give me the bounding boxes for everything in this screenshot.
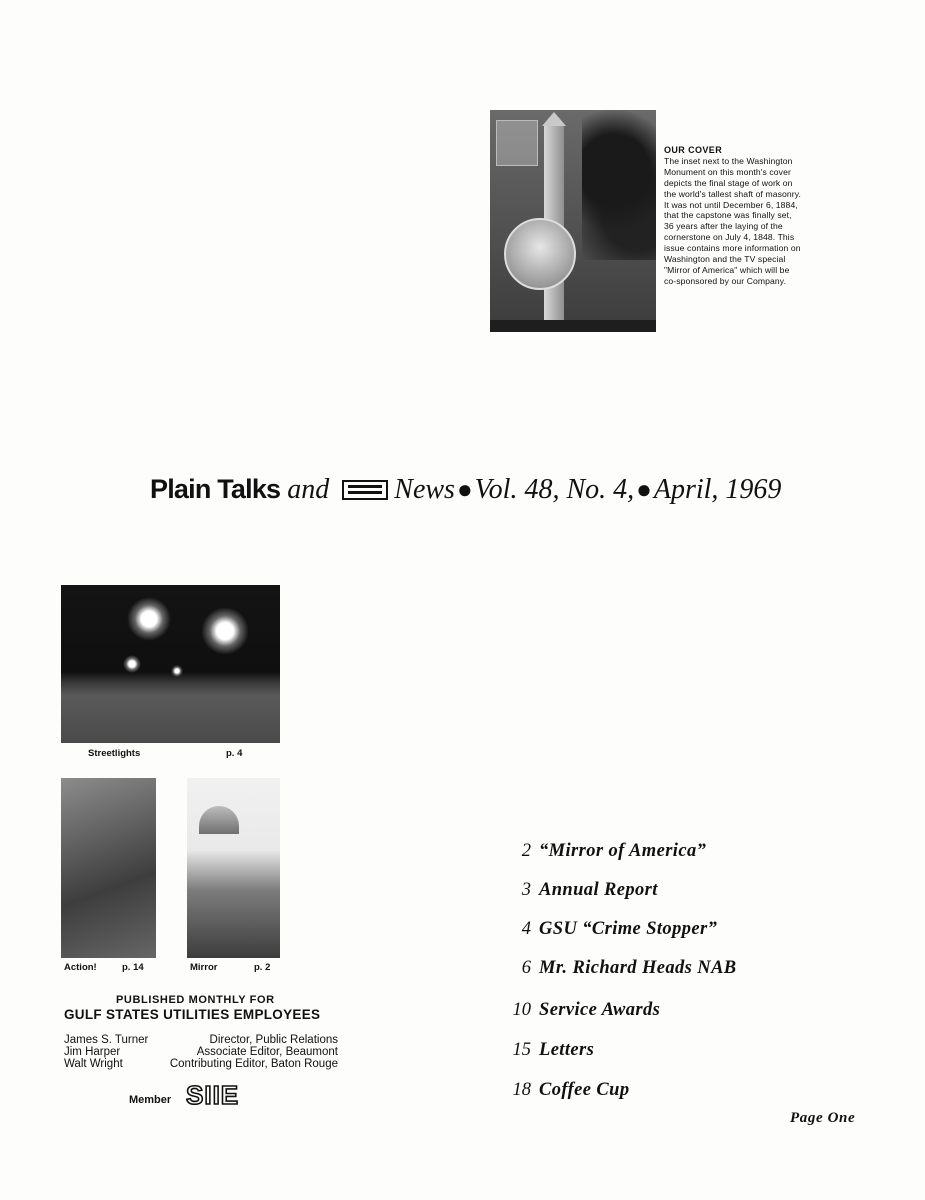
cover-line: Washington and the TV special bbox=[664, 254, 786, 265]
toc-item[interactable] bbox=[495, 1040, 594, 1064]
publisher-name: GULF STATES UTILITIES EMPLOYEES bbox=[64, 1007, 321, 1022]
masthead-and: and bbox=[287, 474, 330, 505]
published-monthly: PUBLISHED MONTHLY FOR bbox=[116, 994, 275, 1006]
action-page: p. 14 bbox=[122, 962, 144, 973]
toc-page: 10 bbox=[512, 1000, 531, 1020]
cover-line: depicts the final stage of work on bbox=[664, 177, 793, 188]
cover-caption bbox=[664, 145, 854, 287]
capstone-inset-image bbox=[504, 218, 576, 290]
masthead-news: News bbox=[394, 474, 455, 505]
cover-line: 36 years after the laying of the bbox=[664, 221, 783, 232]
toc-item[interactable] bbox=[495, 958, 737, 982]
bullet-icon: ● bbox=[456, 475, 473, 504]
page-label: Page One bbox=[790, 1110, 856, 1126]
gsu-logo-icon bbox=[342, 480, 388, 500]
toc-title: Annual Report bbox=[539, 880, 658, 900]
cover-line: that the capstone was finally set, bbox=[664, 210, 792, 221]
staff-name: Walt Wright bbox=[64, 1058, 123, 1070]
member-logo: SIIE bbox=[186, 1080, 240, 1110]
toc-title: Service Awards bbox=[539, 1000, 661, 1020]
masthead bbox=[150, 474, 850, 506]
streetlights-photo bbox=[61, 585, 280, 743]
staff-role: Associate Editor, Beaumont bbox=[196, 1046, 338, 1058]
toc-item[interactable] bbox=[495, 1000, 660, 1024]
toc-title: Letters bbox=[539, 1040, 595, 1060]
cover-image bbox=[490, 110, 656, 332]
masthead-date: April, 1969 bbox=[653, 474, 782, 505]
cover-line: cornerstone on July 4, 1848. This bbox=[664, 232, 795, 243]
mirror-photo bbox=[187, 778, 280, 958]
masthead-volume: Vol. 48, No. 4, bbox=[474, 474, 635, 505]
action-caption: Action! bbox=[64, 962, 97, 973]
toc-item[interactable] bbox=[495, 919, 717, 943]
toc-page: 4 bbox=[521, 919, 531, 939]
toc-title: Mr. Richard Heads NAB bbox=[539, 958, 737, 978]
cover-line: co-sponsored by our Company. bbox=[664, 275, 787, 286]
toc-title: “Mirror of America” bbox=[539, 841, 707, 861]
staff-row bbox=[64, 1058, 338, 1071]
toc-page: 2 bbox=[521, 841, 531, 861]
toc-page: 6 bbox=[521, 958, 531, 978]
toc-title: Coffee Cup bbox=[539, 1080, 630, 1100]
cover-line: It was not until December 6, 1884, bbox=[664, 199, 798, 210]
cover-line: issue contains more information on bbox=[664, 243, 801, 254]
toc-item[interactable] bbox=[495, 1080, 630, 1104]
member-label: Member bbox=[129, 1094, 172, 1106]
staff-name: Jim Harper bbox=[64, 1046, 121, 1058]
cover-line: Monument on this month's cover bbox=[664, 166, 791, 177]
cover-line: "Mirror of America" which will be bbox=[664, 264, 790, 275]
masthead-plain-talks: Plain Talks bbox=[150, 474, 281, 504]
action-photo bbox=[61, 778, 156, 958]
toc-page: 3 bbox=[521, 880, 531, 900]
toc-page: 18 bbox=[512, 1080, 531, 1100]
streetlights-caption: Streetlights bbox=[88, 748, 141, 759]
cover-line: The inset next to the Washington bbox=[664, 155, 793, 166]
staff-role: Contributing Editor, Baton Rouge bbox=[169, 1058, 338, 1070]
staff-name: James S. Turner bbox=[64, 1034, 149, 1046]
cover-line: the world's tallest shaft of masonry. bbox=[664, 188, 802, 199]
staff-role: Director, Public Relations bbox=[209, 1034, 338, 1046]
toc-item[interactable] bbox=[495, 880, 658, 904]
mirror-page: p. 2 bbox=[254, 962, 271, 973]
mirror-caption: Mirror bbox=[190, 962, 218, 973]
cover-heading: OUR COVER bbox=[664, 145, 723, 155]
streetlights-page: p. 4 bbox=[226, 748, 243, 759]
bullet-icon: ● bbox=[636, 475, 652, 504]
toc-title: GSU “Crime Stopper” bbox=[539, 919, 718, 939]
toc-item[interactable] bbox=[495, 841, 706, 865]
toc-page: 15 bbox=[512, 1040, 531, 1060]
